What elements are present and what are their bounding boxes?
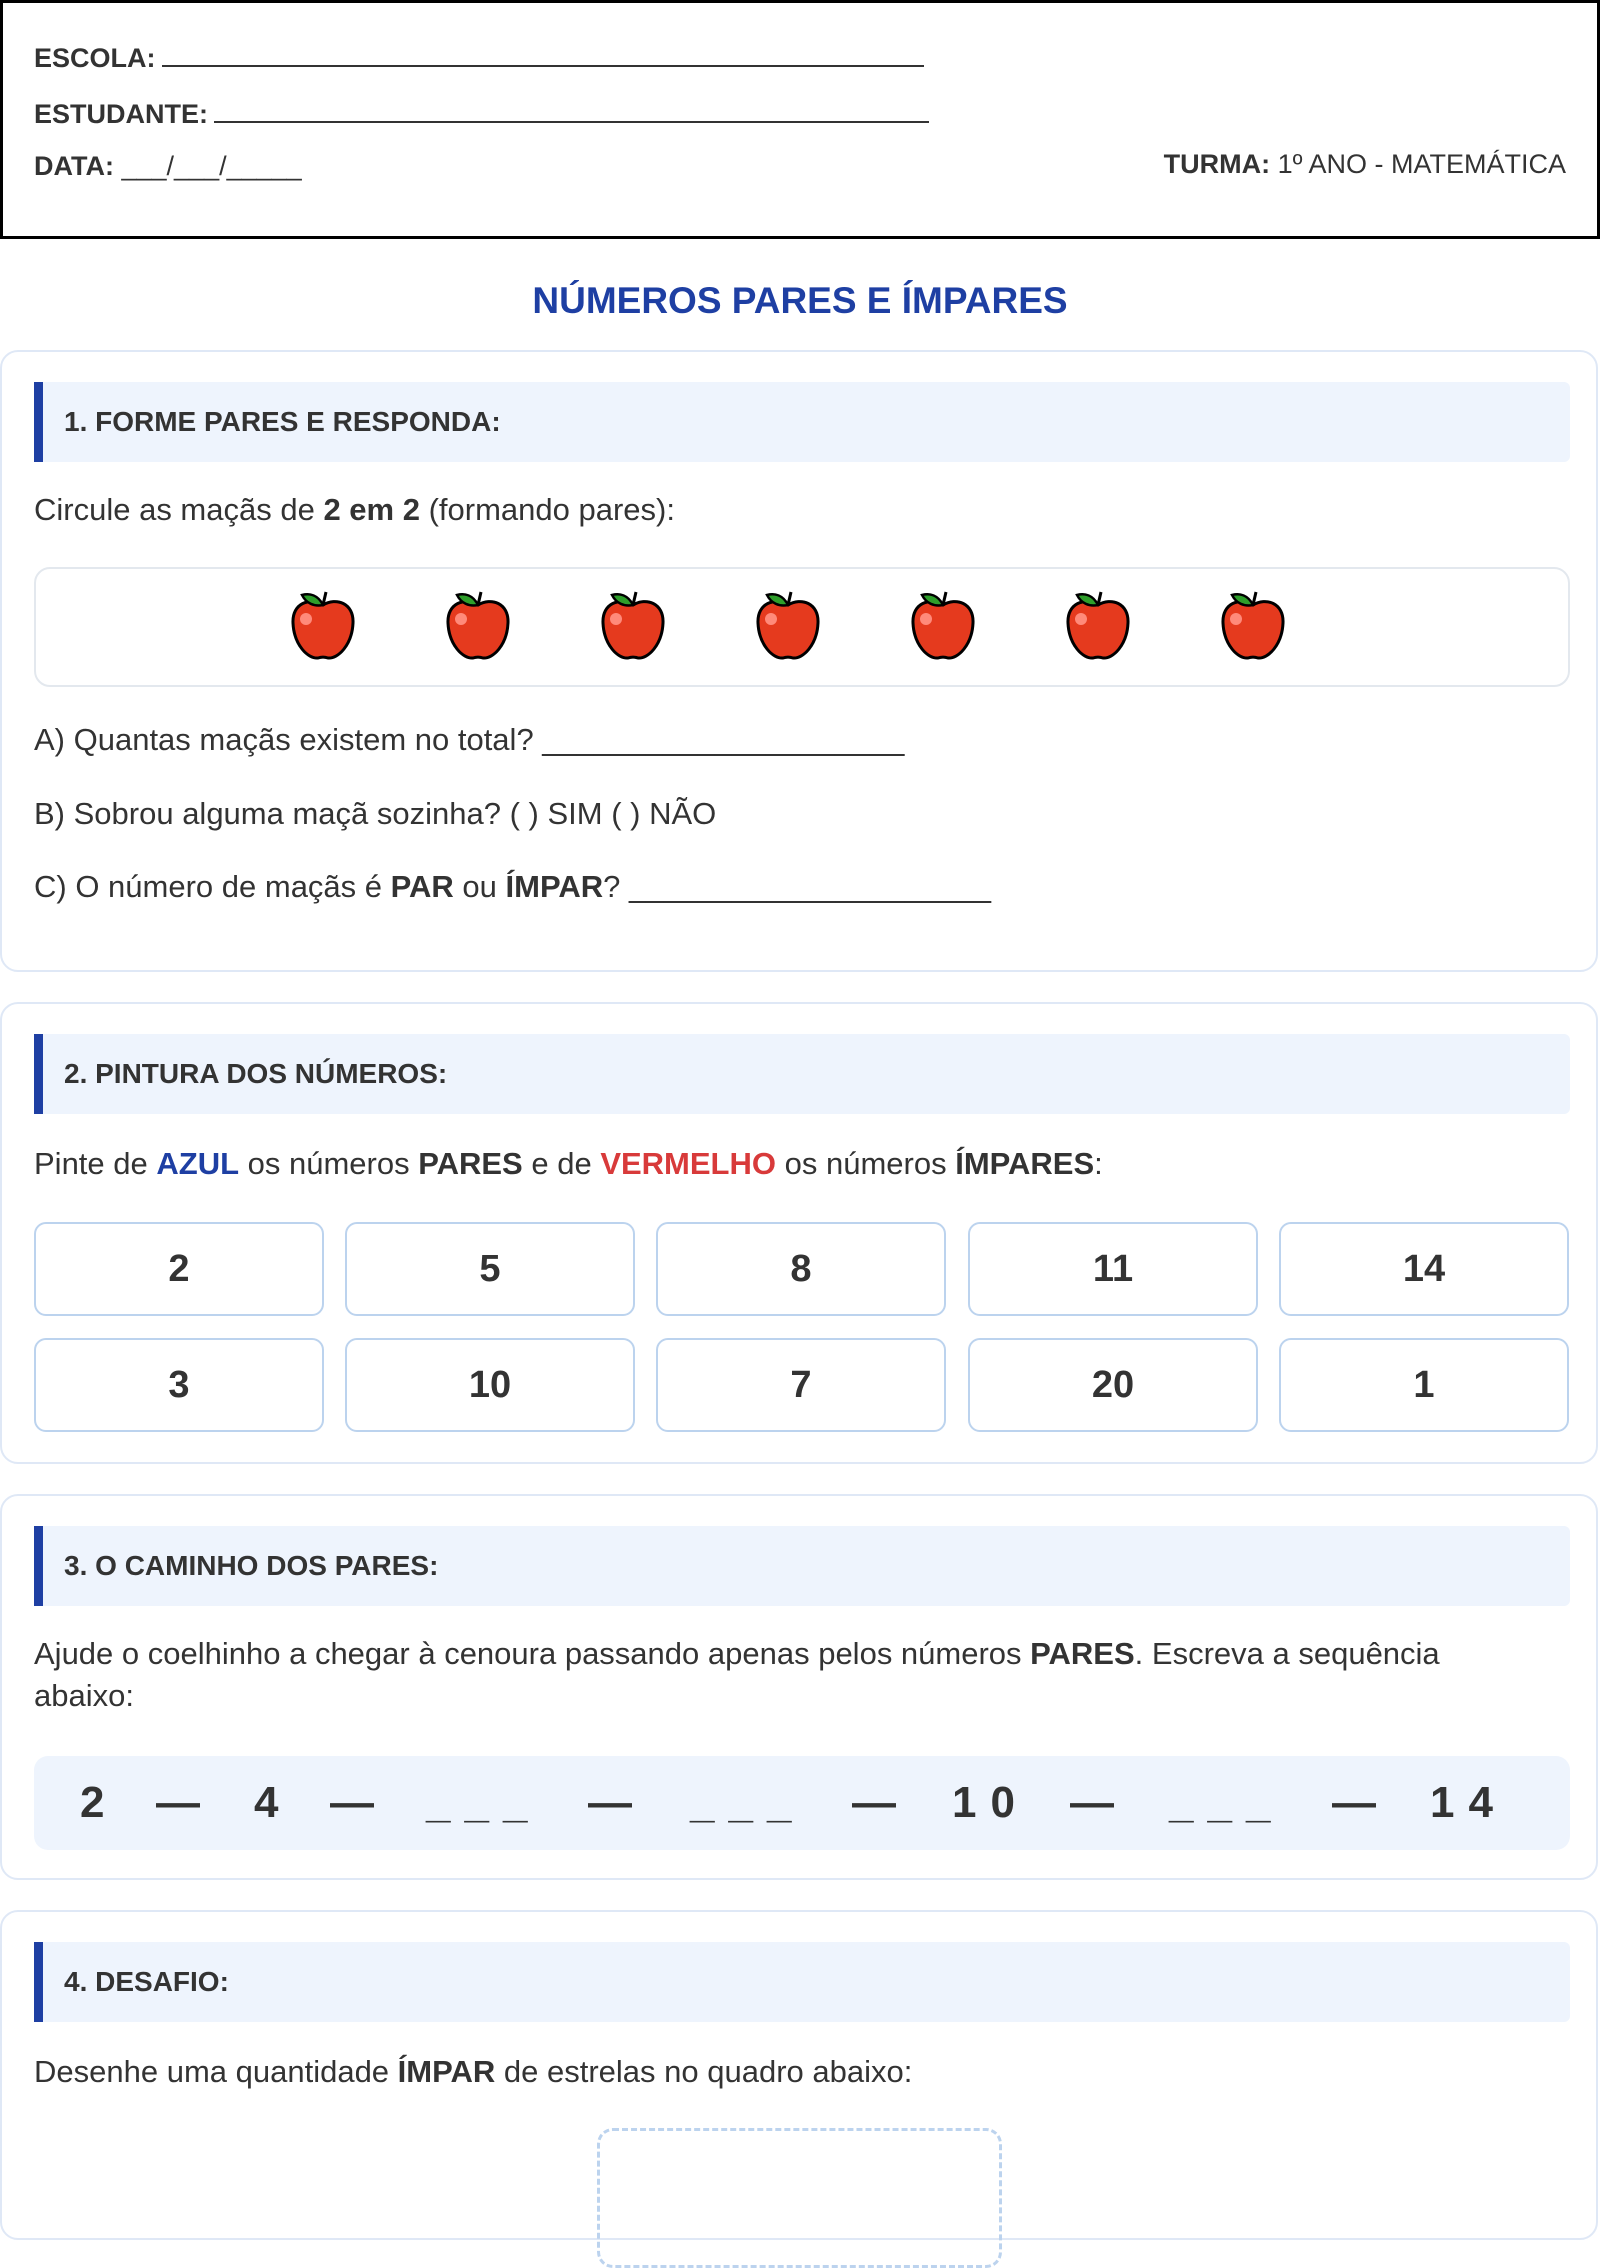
pares-word: PARES	[1030, 1636, 1135, 1671]
sequence-box	[34, 1756, 1570, 1850]
question-c-par: PAR	[390, 869, 454, 904]
section-3-heading-text: 3. O CAMINHO DOS PARES:	[64, 1550, 439, 1581]
section-2-instruction	[34, 1146, 1103, 1182]
sequence-blank[interactable]: ___	[690, 1778, 806, 1827]
escola-row	[34, 39, 924, 74]
instruction-text: :	[1094, 1146, 1103, 1181]
student-info-header	[0, 0, 1600, 239]
sequence-blank[interactable]: ___	[426, 1778, 542, 1827]
sequence-dash: —	[1332, 1778, 1390, 1827]
sequence-dash: —	[156, 1778, 214, 1827]
section-2-card	[0, 1002, 1598, 1464]
pares-word: PARES	[418, 1146, 523, 1181]
instruction-text-end: (formando pares):	[419, 492, 675, 527]
estudante-label: ESTUDANTE:	[34, 99, 208, 129]
apple-icon[interactable]	[443, 589, 513, 663]
question-a[interactable]: A) Quantas maçãs existem no total? _____________________	[34, 722, 905, 757]
turma-info	[1164, 149, 1566, 180]
instruction-text: os números	[239, 1146, 419, 1181]
section-4-heading	[34, 1942, 1570, 2022]
question-c[interactable]	[34, 869, 991, 905]
escola-label: ESCOLA:	[34, 43, 156, 73]
sequence-dash: —	[1070, 1778, 1128, 1827]
instruction-text: Circule as maçãs de	[34, 492, 324, 527]
number-box[interactable]: 3	[34, 1338, 324, 1432]
section-2-heading-text: 2. PINTURA DOS NÚMEROS:	[64, 1058, 448, 1089]
escola-blank-line[interactable]	[162, 39, 924, 67]
section-3-instruction-line2: abaixo:	[34, 1678, 134, 1713]
impar-word: ÍMPAR	[397, 2054, 496, 2089]
question-c-impar: ÍMPAR	[505, 869, 604, 904]
page-title: NÚMEROS PARES E ÍMPARES	[532, 280, 1068, 321]
apple-icon[interactable]	[598, 589, 668, 663]
estudante-blank-line[interactable]	[214, 95, 929, 123]
instruction-bold: 2 em 2	[323, 492, 420, 527]
apple-icon[interactable]	[1063, 589, 1133, 663]
sequence-blank[interactable]: ___	[1169, 1778, 1285, 1827]
impares-word: ÍMPARES	[955, 1146, 1095, 1181]
sequence-dash: —	[852, 1778, 910, 1827]
data-label: DATA:	[34, 151, 114, 181]
number-box[interactable]: 11	[968, 1222, 1258, 1316]
apple-icon[interactable]	[288, 589, 358, 663]
sequence-item: 4	[254, 1778, 293, 1827]
section-1-instruction	[34, 492, 675, 528]
apple-icon[interactable]	[908, 589, 978, 663]
section-3-heading	[34, 1526, 1570, 1606]
sequence-dash: —	[588, 1778, 646, 1827]
instruction-text: Pinte de	[34, 1146, 157, 1181]
turma-value: 1º ANO - MATEMÁTICA	[1277, 149, 1566, 179]
apples-box[interactable]	[34, 567, 1570, 687]
vermelho-word: VERMELHO	[600, 1146, 776, 1181]
section-3-instruction-line1	[34, 1636, 1440, 1672]
apple-icon[interactable]	[1218, 589, 1288, 663]
number-box[interactable]: 5	[345, 1222, 635, 1316]
instruction-text: Ajude o coelhinho a chegar à cenoura passando apenas pelos números	[34, 1636, 1031, 1671]
question-c-text: C) O número de maçãs é	[34, 869, 391, 904]
azul-word: AZUL	[156, 1146, 240, 1181]
turma-label: TURMA:	[1163, 149, 1271, 179]
number-box[interactable]: 20	[968, 1338, 1258, 1432]
instruction-text: os números	[776, 1146, 956, 1181]
question-b[interactable]: B) Sobrou alguma maçã sozinha? ( ) SIM ( ) NÃO	[34, 796, 717, 831]
data-blank[interactable]: ___/___/_____	[121, 151, 302, 181]
instruction-text-end: de estrelas no quadro abaixo:	[495, 2054, 913, 2089]
drawing-area[interactable]	[597, 2128, 1002, 2268]
section-4-instruction	[34, 2054, 912, 2090]
section-1-card	[0, 350, 1598, 972]
question-c-mid: ou	[453, 869, 506, 904]
section-3-card	[0, 1494, 1598, 1880]
section-1-heading	[34, 382, 1570, 462]
sequence-dash: —	[330, 1778, 388, 1827]
number-box[interactable]: 14	[1279, 1222, 1569, 1316]
number-box[interactable]: 8	[656, 1222, 946, 1316]
sequence-item: 2	[80, 1778, 119, 1827]
number-box[interactable]: 2	[34, 1222, 324, 1316]
number-box[interactable]: 7	[656, 1338, 946, 1432]
sequence-item: 10	[952, 1778, 1029, 1827]
instruction-text: Desenhe uma quantidade	[34, 2054, 398, 2089]
section-1-heading-text: 1. FORME PARES E RESPONDA:	[64, 406, 501, 437]
instruction-text: e de	[522, 1146, 601, 1181]
section-2-heading	[34, 1034, 1570, 1114]
number-box[interactable]: 10	[345, 1338, 635, 1432]
data-row	[34, 151, 302, 182]
section-4-heading-text: 4. DESAFIO:	[64, 1966, 229, 1997]
apple-icon[interactable]	[753, 589, 823, 663]
sequence-item: 14	[1430, 1778, 1507, 1827]
question-c-end: ? _____________________	[603, 869, 992, 904]
estudante-row	[34, 95, 929, 130]
instruction-text-end: . Escreva a sequência	[1134, 1636, 1440, 1671]
number-box[interactable]: 1	[1279, 1338, 1569, 1432]
